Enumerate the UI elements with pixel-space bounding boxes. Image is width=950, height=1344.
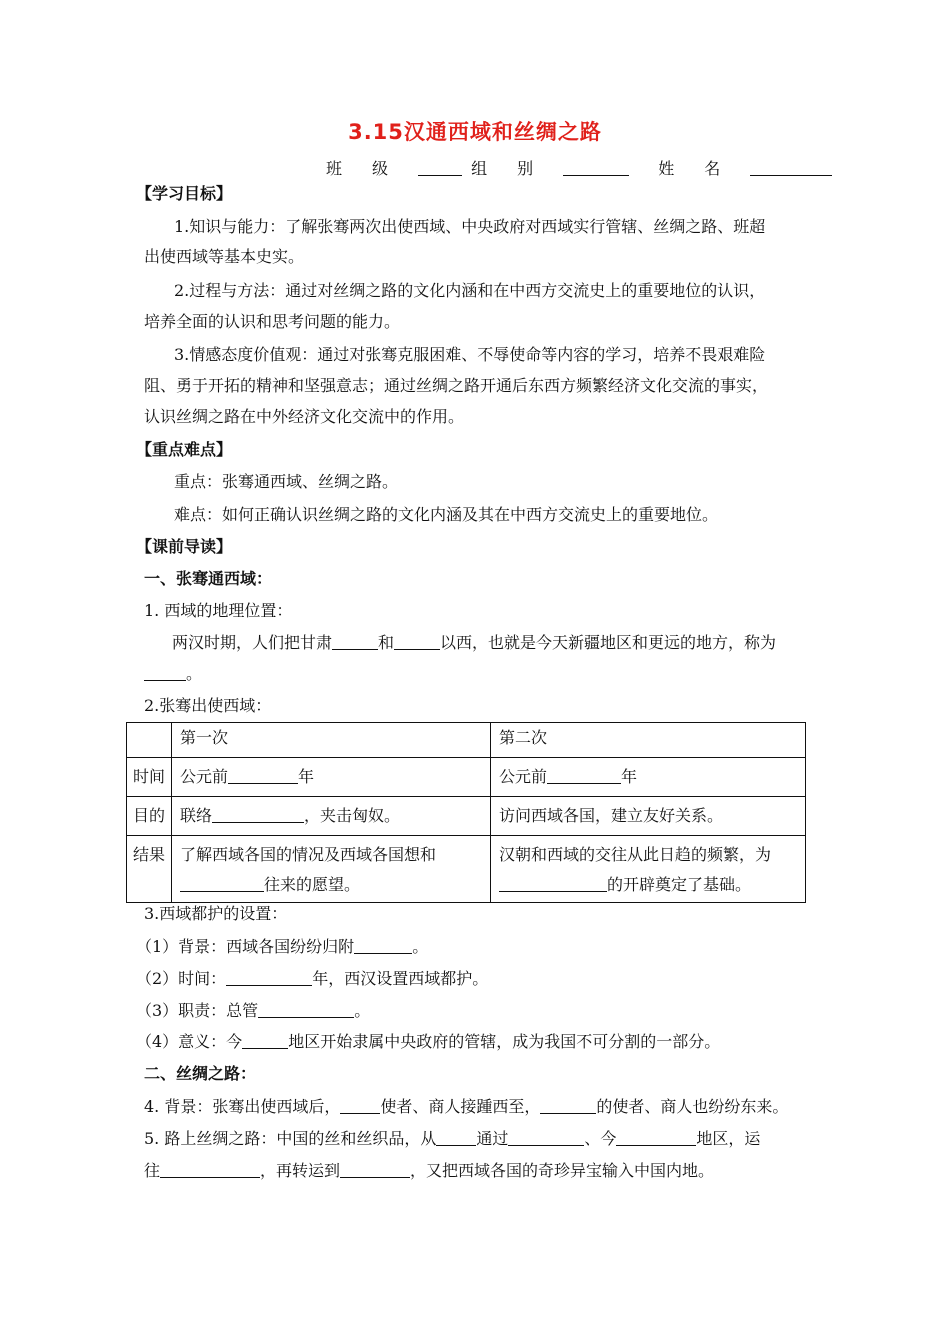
q3-time — [136, 969, 488, 989]
table-row — [127, 836, 806, 903]
q1-text-c: 以西，也就是今天新疆地区和更远的地方，称为 — [440, 633, 777, 652]
student-info-line — [326, 156, 832, 179]
q5-text-d: 地区，运 — [696, 1129, 761, 1148]
goal-3-line-2: 阻、勇于开拓的精神和坚强意志；通过丝绸之路开通后东西方频繁经济文化交流的事实， — [144, 376, 769, 395]
section-1-heading: 一、张骞通西域： — [144, 569, 273, 588]
q4-text-c: 的使者、商人也纷纷东来。 — [596, 1097, 789, 1116]
q3-1-end: 。 — [412, 937, 429, 956]
guide-heading: 【课前导读】 — [136, 537, 233, 556]
q3-4-blank[interactable] — [242, 1032, 288, 1049]
q1-text-a: 两汉时期，人们把甘肃 — [172, 633, 333, 652]
q5-text-e: 往 — [144, 1161, 161, 1180]
q3-background — [136, 937, 428, 957]
goal-3-line-1: 3.情感态度价值观：通过对张骞克服困难、不辱使命等内容的学习，培养不畏艰难险 — [174, 345, 766, 364]
q5-text-c: 、今 — [584, 1129, 617, 1148]
q5-blank-3[interactable] — [616, 1129, 696, 1146]
purpose-first-suffix: ，夹击匈奴。 — [304, 806, 401, 825]
q3-duty — [136, 1001, 370, 1021]
name-blank[interactable] — [750, 159, 832, 176]
purpose-first-blank[interactable] — [212, 806, 304, 823]
q3-3-end: 。 — [354, 1001, 371, 1020]
goal-2-line-1: 2.过程与方法：通过对丝绸之路的文化内涵和在中西方交流史上的重要地位的认识， — [174, 281, 766, 300]
key-point: 重点：张骞通西域、丝绸之路。 — [174, 472, 399, 491]
q3-2-blank[interactable] — [226, 969, 312, 986]
section-2-heading: 二、丝绸之路： — [144, 1064, 257, 1083]
q4-blank-1[interactable] — [340, 1097, 380, 1114]
table-row — [127, 797, 806, 836]
question-1-line-1 — [172, 633, 776, 653]
row-label-result: 结果 — [127, 836, 172, 903]
result-second-suffix: 的开辟奠定了基础。 — [607, 875, 752, 894]
name-label: 姓名 — [658, 159, 751, 178]
question-1-line-2 — [144, 664, 202, 684]
q3-3-blank[interactable] — [258, 1001, 354, 1018]
question-5-line-2 — [144, 1161, 714, 1181]
class-blank[interactable] — [418, 159, 462, 176]
result-second-blank[interactable] — [499, 875, 607, 892]
q5-blank-1[interactable] — [436, 1129, 476, 1146]
result-second-cell — [491, 836, 806, 903]
goals-heading: 【学习目标】 — [136, 184, 233, 203]
key-heading: 【重点难点】 — [136, 440, 233, 459]
q5-text-a: 5. 路上丝绸之路：中国的丝和丝织品，从 — [144, 1129, 437, 1148]
q1-end: 。 — [186, 664, 203, 683]
group-label: 组别 — [471, 159, 564, 178]
q3-2-end: 年，西汉设置西域都护。 — [312, 969, 489, 988]
question-2: 2.张骞出使西域： — [144, 696, 272, 715]
purpose-second-cell: 访问西域各国，建立友好关系。 — [491, 797, 806, 836]
group-blank[interactable] — [563, 159, 629, 176]
q5-blank-5[interactable] — [340, 1161, 410, 1178]
goal-1-line-1: 1.知识与能力：了解张骞两次出使西域、中央政府对西域实行管辖、丝绸之路、班超 — [174, 217, 766, 236]
q5-blank-4[interactable] — [160, 1161, 260, 1178]
question-4 — [144, 1097, 788, 1117]
time-first-suffix: 年 — [298, 767, 315, 786]
q4-blank-2[interactable] — [540, 1097, 596, 1114]
row-label-purpose: 目的 — [127, 797, 172, 836]
difficult-point: 难点：如何正确认识丝绸之路的文化内涵及其在中西方交流史上的重要地位。 — [174, 505, 719, 524]
q1-text-b: 和 — [378, 633, 395, 652]
table-header-second: 第二次 — [491, 723, 806, 758]
table-header-first: 第一次 — [172, 723, 491, 758]
q3-4-text: （4）意义：今 — [136, 1032, 243, 1051]
table-cell-empty — [127, 723, 172, 758]
q5-text-f: ，再转运到 — [260, 1161, 341, 1180]
q3-4-end: 地区开始隶属中央政府的管辖，成为我国不可分割的一部分。 — [288, 1032, 721, 1051]
zhang-qian-missions-table — [126, 722, 806, 903]
row-label-time: 时间 — [127, 758, 172, 797]
time-second-cell — [491, 758, 806, 797]
table-row — [127, 723, 806, 758]
result-first-suffix: 往来的愿望。 — [264, 875, 361, 894]
purpose-first-cell — [172, 797, 491, 836]
q3-3-text: （3）职责：总管 — [136, 1001, 259, 1020]
question-5-line-1 — [144, 1129, 760, 1149]
time-first-cell — [172, 758, 491, 797]
class-label: 班级 — [326, 159, 419, 178]
q5-text-g: ，又把西域各国的奇珍异宝输入中国内地。 — [410, 1161, 715, 1180]
q5-text-b: 通过 — [476, 1129, 509, 1148]
result-second-line-1: 汉朝和西域的交往从此日趋的频繁，为 — [499, 845, 772, 864]
q1-blank-1[interactable] — [332, 633, 378, 650]
q1-blank-3[interactable] — [144, 664, 186, 681]
question-3: 3.西域都护的设置： — [144, 904, 288, 923]
q3-significance — [136, 1032, 720, 1052]
result-first-blank[interactable] — [180, 875, 264, 892]
table-row — [127, 758, 806, 797]
q3-1-blank[interactable] — [354, 937, 412, 954]
time-first-blank[interactable] — [228, 767, 298, 784]
result-first-cell — [172, 836, 491, 903]
time-second-prefix: 公元前 — [499, 767, 548, 786]
q3-2-text: （2）时间： — [136, 969, 227, 988]
q5-blank-2[interactable] — [508, 1129, 584, 1146]
q3-1-text: （1）背景：西域各国纷纷归附 — [136, 937, 355, 956]
time-second-blank[interactable] — [547, 767, 621, 784]
result-first-line-1: 了解西域各国的情况及西域各国想和 — [180, 845, 437, 864]
q1-blank-2[interactable] — [394, 633, 440, 650]
goal-3-line-3: 认识丝绸之路在中外经济文化交流中的作用。 — [144, 407, 465, 426]
purpose-first-prefix: 联络 — [180, 806, 213, 825]
page-title: 3.15汉通西域和丝绸之路 — [348, 120, 602, 144]
goal-2-line-2: 培养全面的认识和思考问题的能力。 — [144, 312, 401, 331]
time-first-prefix: 公元前 — [180, 767, 229, 786]
result-second-line-2 — [499, 874, 797, 896]
q4-text-b: 使者、商人接踵西至， — [380, 1097, 541, 1116]
question-1: 1. 西域的地理位置： — [144, 601, 293, 620]
q4-text-a: 4. 背景：张骞出使西域后， — [144, 1097, 341, 1116]
time-second-suffix: 年 — [621, 767, 638, 786]
result-first-line-2 — [180, 874, 482, 896]
goal-1-line-2: 出使西域等基本史实。 — [144, 247, 305, 266]
